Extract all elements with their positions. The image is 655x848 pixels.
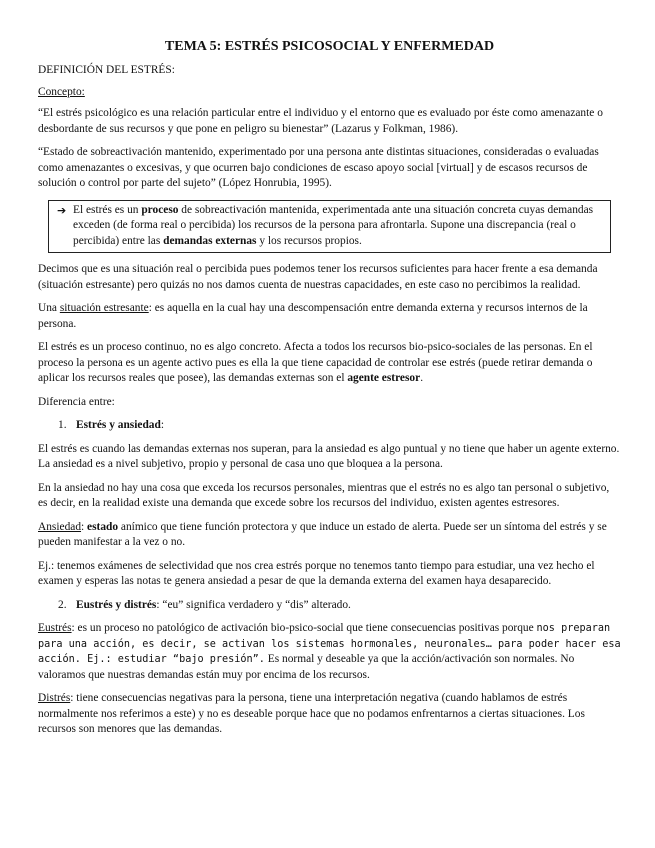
eustres-underlined: Eustrés <box>38 622 72 634</box>
list-number-2: 2. <box>58 598 67 611</box>
box-text-1: El estrés es un <box>73 203 142 216</box>
list-item-estres-ansiedad <box>38 418 621 434</box>
paragraph-ansiedad-def <box>38 520 621 551</box>
ansiedad-text-2: anímico que tiene función protectora y que induce un estado de alerta. Puede ser un síntoma del estrés y se pueden manifestar a la vez o no. <box>38 520 607 548</box>
paragraph-distres <box>38 691 621 738</box>
paragraph-ansiedad-recursos: En la ansiedad no hay una cosa que exceda los recursos personales, mientras que el estrés no es algo tan personal o subjetivo, es decir, en la realidad existe una demanda que excede sobre los recursos del individuo, existen agentes estresores. <box>38 481 610 509</box>
box-bold-demandas: demandas externas <box>163 234 257 247</box>
paragraph-decimos: Decimos que es una situación real o percibida pues podemos tener los recursos suficientes para hacer frente a esa demanda (situación estresante) pero quizás no nos damos cuenta de nuestras capacidades, en este caso no percibimos la realidad. <box>38 263 598 291</box>
box-text-3: y los recursos propios. <box>256 234 362 247</box>
eustres-mono-text: nos preparan para una acción, es decir, se activan los sistemas hormonales, neuronales… para poder hacer esa acción. Ej.: estudiar “bajo presión”. <box>38 623 621 665</box>
quote-lazarus: “El estrés psicológico es una relación particular entre el individuo y el entorno que es evaluado por éste como amenazante o desbordante de sus recursos y que pone en peligro su bienestar” (Lazarus y Folkman, 1986). <box>38 107 603 135</box>
situacion-text-1: Una <box>38 302 60 314</box>
box-bold-proceso: proceso <box>141 203 179 216</box>
list-item-eustres-distres <box>38 598 621 614</box>
proceso-text-1: El estrés es un proceso continuo, no es algo concreto. Afecta a todos los recursos bio-psico-sociales de las personas. En el proceso la persona es un agente activo pues es ella la que tiene capacidad de controlar ese estrés (puede retirar demanda o aplicar los recursos reales que posee), las demandas externas son el <box>38 341 593 384</box>
proceso-text-2: . <box>420 372 424 384</box>
paragraph-eustres <box>38 621 621 683</box>
quote-lopez: “Estado de sobreactivación mantenido, experimentado por una persona ante distintas situaciones, consideradas o evaluadas como amenazantes o excesivas, y que ocurren bajo condiciones de escaso apoyo social [virtual] y de escasos recursos de solución o control por parte del sujeto” (López Honrubia, 1995). <box>38 146 599 189</box>
paragraph-estres-ansiedad: El estrés es cuando las demandas externas nos superan, para la ansiedad es algo puntual y no tiene que haber un agente externo. La ansiedad es a nivel subjetivo, propio y personal de casa uno que bloquea a la persona. <box>38 442 620 470</box>
ansiedad-text-1: : <box>81 520 88 533</box>
section-heading-definicion: DEFINICIÓN DEL ESTRÉS: <box>38 64 175 76</box>
concepto-label-text: Concepto: <box>38 85 85 98</box>
paragraph-ejemplo: Ej.: tenemos exámenes de selectividad que nos crea estrés porque no tenemos tanto tiempo para estudiar, una vez hecho el examen y esperas las notas te genera ansiedad a pesar de que la demanda externa del examen haya desaparecido. <box>38 559 595 587</box>
ansiedad-underlined: Ansiedad <box>38 520 82 533</box>
paragraph-proceso <box>38 340 621 387</box>
list-colon-1: : <box>160 419 164 431</box>
definition-box <box>48 200 611 254</box>
box-text-2: de sobreactivación mantenida, experimentada ante una situación concreta cuyas demandas exceden (de forma real o percibida) los recursos de la persona para afrontarla. Supone una discrepancia (real o percibida) entre las <box>73 203 594 247</box>
eustres-text-1: : es un proceso no patológico de activación bio-psico-social que tiene consecuencias positivas porque <box>71 622 537 634</box>
list-number-1: 1. <box>58 419 67 431</box>
list-label-estres-ansiedad: Estrés y ansiedad <box>76 419 161 431</box>
ansiedad-bold-estado: estado <box>87 520 119 533</box>
situacion-text-2: : es aquella en la cual hay una descompensación entre demanda externa y recursos internos de la persona. <box>38 302 588 330</box>
situacion-underlined: situación estresante <box>59 302 149 314</box>
list-label-eustres-distres: Eustrés y distrés <box>76 598 157 611</box>
distres-underlined: Distrés <box>38 692 71 704</box>
proceso-bold-agente: agente estresor <box>347 372 421 384</box>
paragraph-situacion <box>38 301 621 332</box>
distres-text-1: : tiene consecuencias negativas para la persona, tiene una interpretación negativa (cuando hablamos de estrés normalmente nos referimos a este) y no es deseable porque hace que no podamos enfrentarnos a ciertas situaciones. Los recursos son menores que las demandas. <box>38 692 585 735</box>
concepto-label <box>38 85 621 101</box>
page-title: TEMA 5: ESTRÉS PSICOSOCIAL Y ENFERMEDAD <box>164 39 495 54</box>
arrow-right-icon: ➔ <box>57 203 67 217</box>
diferencia-label: Diferencia entre: <box>38 395 115 408</box>
eustres-text-2: Es normal y deseable ya que la acción/activación son normales. No valoramos que nuestras demandas están muy por encima de los recursos. <box>38 653 575 681</box>
list-rest-2: : “eu” significa verdadero y “dis” alterado. <box>156 598 351 611</box>
